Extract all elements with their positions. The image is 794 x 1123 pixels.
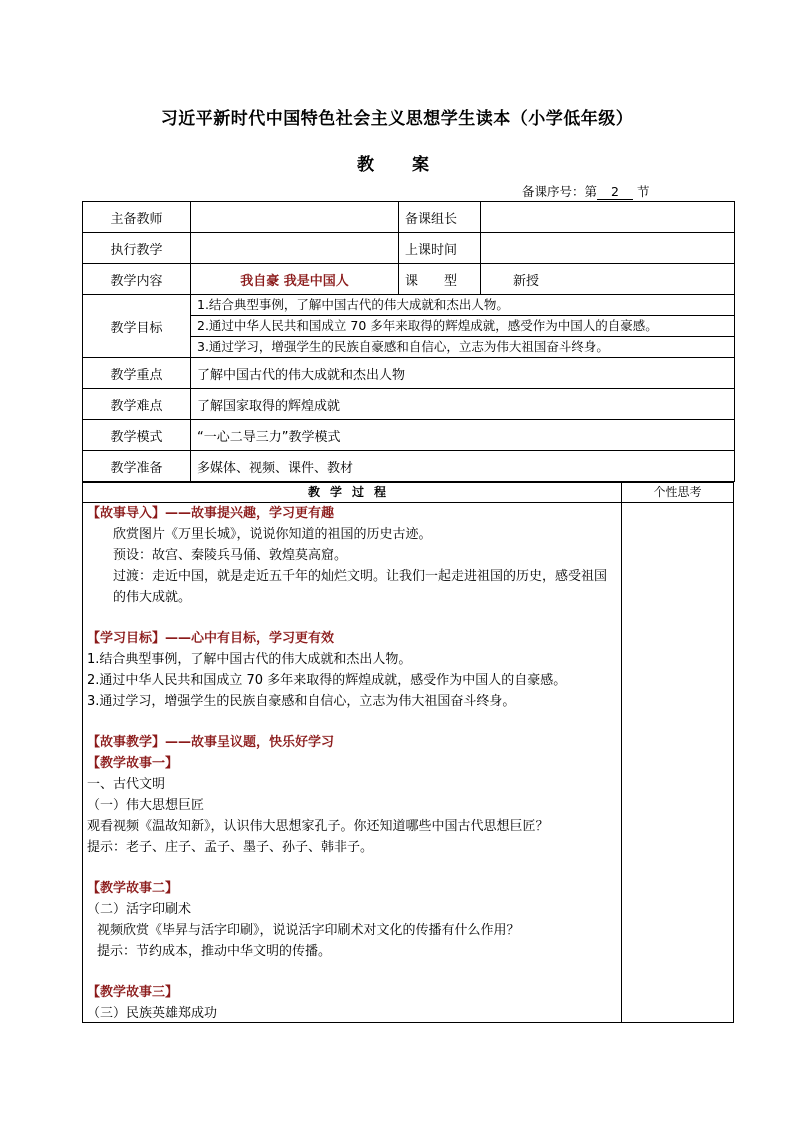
- process-header-row: [83, 483, 733, 503]
- intro-line: 预设：故宫、秦陵兵马俑、敦煌莫高窟。: [113, 548, 348, 563]
- exec-teacher-label: 执行教学: [83, 233, 191, 264]
- intro-heading: 【故事导入】——故事提兴趣，学习更有趣: [87, 506, 335, 521]
- story1-line: 观看视频《温故知新》，认识伟大思想家孔子。你还知道哪些中国古代思想巨匠？: [87, 819, 549, 834]
- sequence-prefix: 备课序号：第: [522, 184, 598, 199]
- group-leader-value: [481, 202, 735, 233]
- goal-line: 3.通过学习，增强学生的民族自豪感和自信心，立志为伟大祖国奋斗终身。: [87, 694, 516, 709]
- goals-list: [191, 295, 735, 358]
- table-row: [83, 420, 735, 451]
- key-point-label: 教学重点: [83, 358, 191, 389]
- table-row: [83, 451, 735, 482]
- content-value: 我自豪 我是中国人: [191, 264, 399, 295]
- story1-line: （一）伟大思想巨匠: [87, 798, 205, 813]
- mode-label: 教学模式: [83, 420, 191, 451]
- intro-line: 欣赏图片《万里长城》，说说你知道的祖国的历史古迹。: [113, 527, 432, 542]
- reflection-header: 个性思考: [653, 485, 702, 499]
- prep-label: 教学准备: [83, 451, 191, 482]
- class-time-label: 上课时间: [399, 233, 481, 264]
- goal-item: 2.通过中华人民共和国成立 70 多年来取得的辉煌成就，感受作为中国人的自豪感。: [191, 316, 734, 337]
- page-title: 习近平新时代中国特色社会主义思想学生读本（小学低年级）: [160, 109, 634, 129]
- table-row: [83, 264, 735, 295]
- lesson-sequence: [522, 182, 650, 200]
- table-row: [83, 358, 735, 389]
- document-subtitle: 教案: [357, 155, 467, 175]
- key-point-value: 了解中国古代的伟大成就和杰出人物: [191, 358, 735, 389]
- sequence-number: 2: [597, 184, 633, 200]
- story2-line: 提示：节约成本，推动中华文明的传播。: [97, 944, 332, 959]
- story1-line: 一、古代文明: [87, 777, 166, 792]
- group-leader-label: 备课组长: [399, 202, 481, 233]
- story3-line: （三）民族英雄郑成功: [87, 1006, 218, 1021]
- class-time-value: [481, 233, 735, 264]
- teaching-process-section: [82, 482, 734, 1023]
- content-label: 教学内容: [83, 264, 191, 295]
- difficulty-value: 了解国家取得的辉煌成就: [191, 389, 735, 420]
- type-value: 新授: [481, 264, 735, 295]
- exec-teacher-value: [191, 233, 399, 264]
- table-row: [83, 389, 735, 420]
- story3-heading: 【教学故事三】: [87, 985, 179, 1000]
- goal-heading: 【学习目标】——心中有目标，学习更有效: [87, 631, 335, 646]
- goal-line: 2.通过中华人民共和国成立 70 多年来取得的辉煌成就，感受作为中国人的自豪感。: [87, 673, 567, 688]
- table-row: [83, 295, 735, 358]
- story2-line: 视频欣赏《毕昇与活字印刷》，说说活字印刷术对文化的传播有什么作用？: [97, 923, 520, 938]
- story-heading: 【故事教学】——故事呈议题，快乐好学习: [87, 735, 335, 750]
- goal-item: 3.通过学习，增强学生的民族自豪感和自信心，立志为伟大祖国奋斗终身。: [197, 339, 609, 354]
- column-divider: [621, 502, 622, 1022]
- process-header: 教学过程: [83, 483, 622, 502]
- story1-line: 提示：老子、庄子、孟子、墨子、孙子、韩非子。: [87, 840, 374, 855]
- main-teacher-value: [191, 202, 399, 233]
- type-label: 课 型: [399, 264, 481, 295]
- sequence-suffix: 节: [637, 184, 650, 199]
- mode-value: “一心二导三力”教学模式: [191, 420, 735, 451]
- lesson-info-table: [82, 201, 735, 482]
- process-content: [87, 503, 617, 1024]
- difficulty-label: 教学难点: [83, 389, 191, 420]
- goal-item: 1.结合典型事例，了解中国古代的伟大成就和杰出人物。: [191, 295, 734, 316]
- intro-line: 过渡：走近中国，就是走近五千年的灿烂文明。让我们一起走进祖国的历史，感受祖国的伟大成就。: [113, 569, 608, 605]
- table-row: [83, 233, 735, 264]
- story2-line: （二）活字印刷术: [87, 902, 192, 917]
- goals-label: 教学目标: [83, 295, 191, 358]
- story1-heading: 【教学故事一】: [87, 756, 179, 771]
- prep-value: 多媒体、视频、课件、教材: [191, 451, 735, 482]
- goal-line: 1.结合典型事例，了解中国古代的伟大成就和杰出人物。: [87, 652, 412, 667]
- table-row: [83, 202, 735, 233]
- story2-heading: 【教学故事二】: [87, 881, 179, 896]
- main-teacher-label: 主备教师: [83, 202, 191, 233]
